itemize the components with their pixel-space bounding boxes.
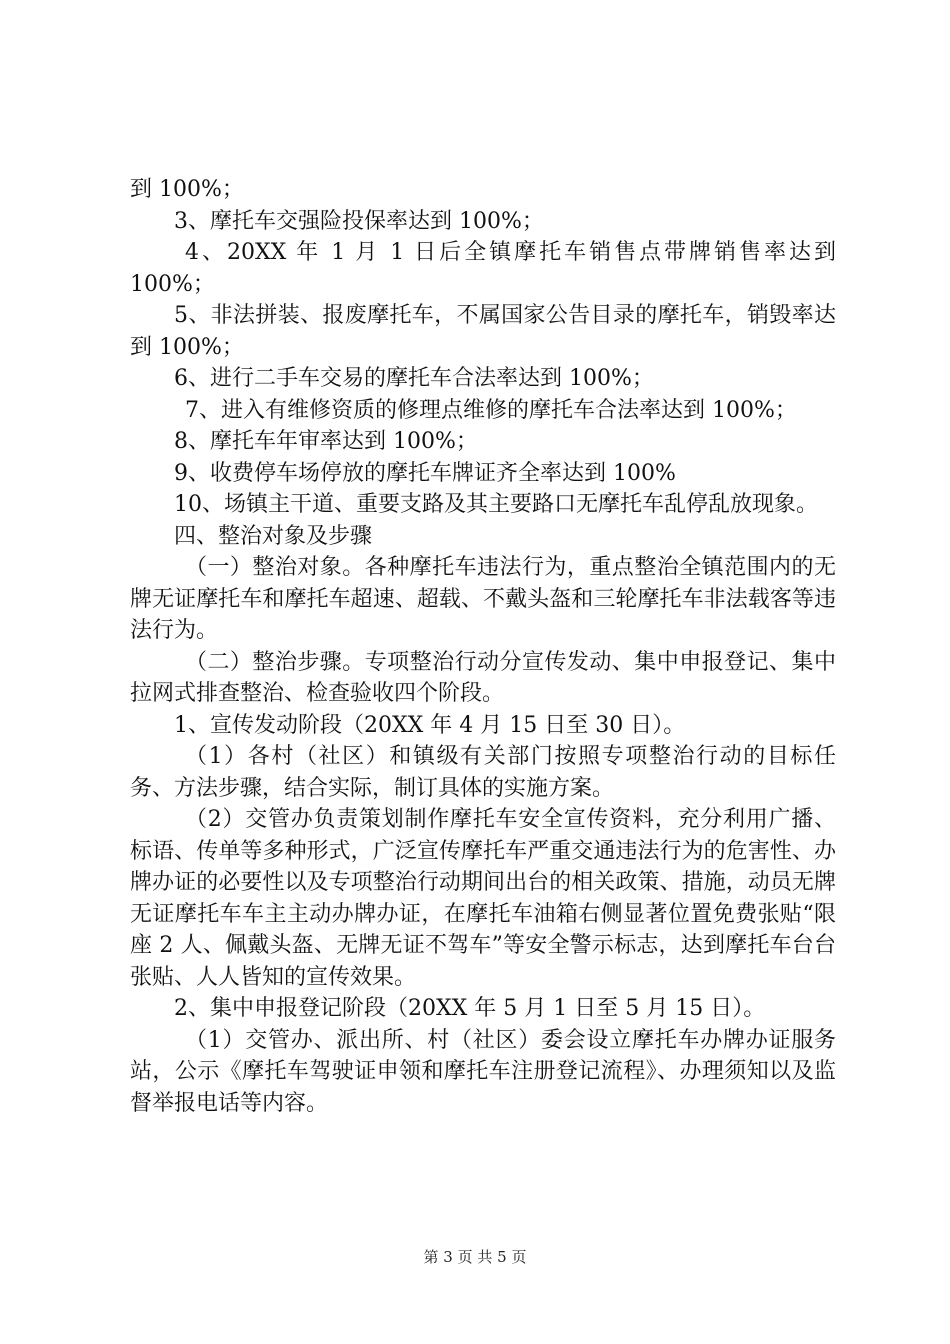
paragraph: 1、宣传发动阶段（20XX 年 4 月 15 日至 30 日）。 bbox=[174, 712, 686, 738]
section-heading: 四、整治对象及步骤 bbox=[174, 523, 373, 549]
paragraph: 6、进行二手车交易的摩托车合法率达到 100%； bbox=[174, 366, 654, 391]
paragraph: （1）各村（社区）和镇级有关部门按照专项整治行动的目标任务、方法步骤，结合实际，制订具体的实施方案。 bbox=[130, 744, 836, 801]
page-number: 第 3 页 共 5 页 bbox=[423, 1248, 527, 1266]
paragraph: （1）交管办、派出所、村（社区）委会设立摩托车办牌办证服务站，公示《摩托车驾驶证申领和摩托车注册登记流程》、办理须知以及监督举报电话等内容。 bbox=[130, 1027, 836, 1116]
paragraph: （一）整治对象。各种摩托车违法行为，重点整治全镇范围内的无牌无证摩托车和摩托车超速、超载、不戴头盔和三轮摩托车非法载客等违法行为。 bbox=[130, 555, 836, 643]
paragraph: 5、非法拼装、报废摩托车，不属国家公告目录的摩托车，销毁率达到 100%； bbox=[130, 303, 836, 360]
paragraph: 4、20XX 年 1 月 1 日后全镇摩托车销售点带牌销售率达到 100%； bbox=[130, 240, 836, 297]
document-body bbox=[130, 174, 836, 1119]
paragraph: 2、集中申报登记阶段（20XX 年 5 月 1 日至 5 月 15 日）。 bbox=[174, 996, 766, 1021]
paragraph: 3、摩托车交强险投保率达到 100%； bbox=[174, 208, 544, 234]
paragraph: 10、场镇主干道、重要支路及其主要路口无摩托车乱停乱放现象。 bbox=[174, 492, 818, 517]
paragraph: （二）整治步骤。专项整治行动分宣传发动、集中申报登记、集中拉网式排查整治、检查验收四个阶段。 bbox=[130, 649, 836, 706]
paragraph: （2）交管办负责策划制作摩托车安全宣传资料，充分利用广播、标语、传单等多种形式，广泛宣传摩托车严重交通违法行为的危害性、办牌办证的必要性以及专项整治行动期间出台的相关政策、措施，动员无牌无证摩托车车主主动办牌办证，在摩托车油箱右侧显著位置免费张贴“限座 2 人、佩戴头盔、无牌无证不驾车”等安全警示标志，达到摩托车台台张贴、人人皆知的宣传效果。 bbox=[130, 807, 836, 990]
paragraph: 8、摩托车年审率达到 100%； bbox=[174, 429, 478, 454]
paragraph: 到 100%； bbox=[130, 177, 244, 202]
paragraph: 9、收费停车场停放的摩托车牌证齐全率达到 100% bbox=[174, 460, 676, 486]
paragraph: 7、进入有维修资质的修理点维修的摩托车合法率达到 100%； bbox=[185, 397, 797, 423]
